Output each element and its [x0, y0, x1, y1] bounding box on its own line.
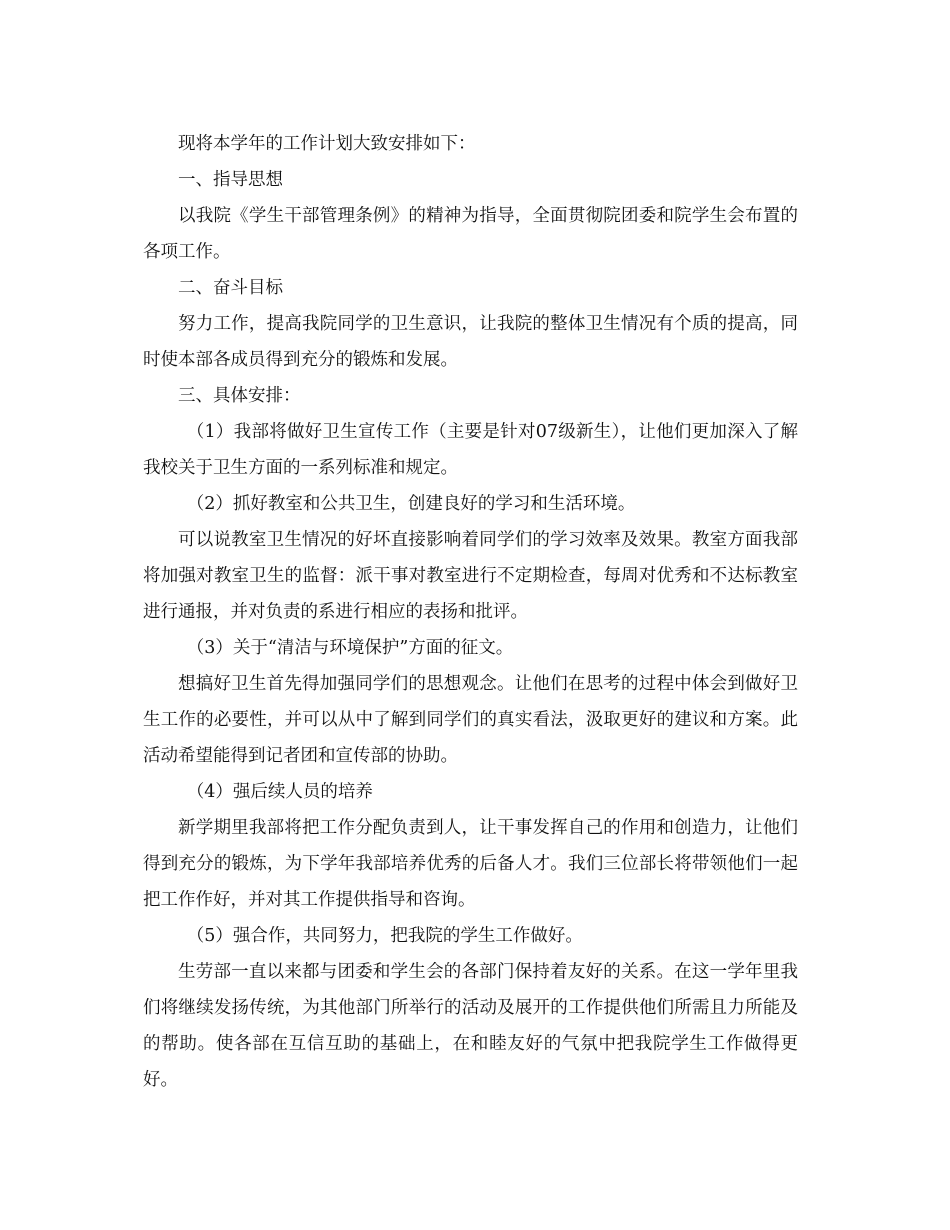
body-paragraph: 想搞好卫生首先得加强同学们的思想观念。让他们在思考的过程中体会到做好卫生工作的必要性，并可以从中了解到同学们的真实看法，汲取更好的建议和方案。此活动希望能得到记者团和宣传部的协助。 — [143, 674, 798, 766]
section-heading-goals: 二、奋斗目标 — [178, 278, 283, 298]
section-heading-arrangements: 三、具体安排： — [178, 386, 301, 406]
body-paragraph: 努力工作，提高我院同学的卫生意识，让我院的整体卫生情况有个质的提高，同时使本部各成员得到充分的锻炼和发展。 — [143, 314, 798, 370]
document-body — [143, 126, 798, 1098]
intro-paragraph: 现将本学年的工作计划大致安排如下： — [178, 134, 476, 154]
body-paragraph: 新学期里我部将把工作分配负责到人，让干事发挥自己的作用和创造力，让他们得到充分的锻炼，为下学年我部培养优秀的后备人才。我们三位部长将带领他们一起把工作作好，并对其工作提供指导和咨询。 — [143, 818, 798, 910]
list-item-5: （5）强合作，共同努力，把我院的学生工作做好。 — [186, 926, 583, 946]
body-paragraph: 可以说教室卫生情况的好坏直接影响着同学们的学习效率及效果。教室方面我部将加强对教室卫生的监督：派干事对教室进行不定期检查，每周对优秀和不达标教室进行通报，并对负责的系进行相应的表扬和批评。 — [143, 530, 798, 622]
body-paragraph: 以我院《学生干部管理条例》的精神为指导，全面贯彻院团委和院学生会布置的各项工作。 — [143, 206, 798, 262]
list-item-4: （4）强后续人员的培养 — [186, 782, 373, 802]
list-item-2: （2）抓好教室和公共卫生，创建良好的学习和生活环境。 — [186, 494, 636, 514]
list-item-3: （3）关于“清洁与环境保护”方面的征文。 — [186, 638, 514, 658]
body-paragraph: 生劳部一直以来都与团委和学生会的各部门保持着友好的关系。在这一学年里我们将继续发扬传统，为其他部门所举行的活动及展开的工作提供他们所需且力所能及的帮助。使各部在互信互助的基础上，在和睦友好的气氛中把我院学生工作做得更好。 — [143, 962, 798, 1090]
section-heading-guiding-ideology: 一、指导思想 — [178, 170, 283, 190]
list-item-1: （1）我部将做好卫生宣传工作（主要是针对07级新生），让他们更加深入了解我校关于卫生方面的一系列标准和规定。 — [143, 422, 798, 478]
